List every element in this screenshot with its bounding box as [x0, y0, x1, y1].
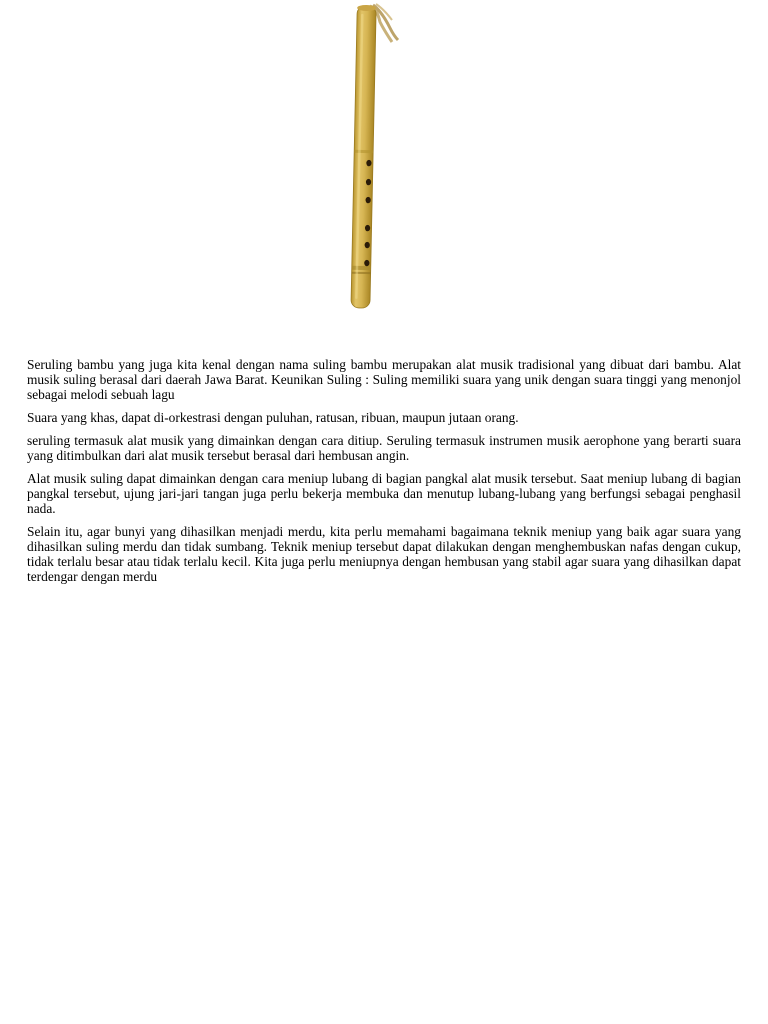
paragraph-3: seruling termasuk alat musik yang dimainkan dengan cara ditiup. Seruling termasuk instrumen musik aerophone yang berarti suara yang ditimbulkan dari alat musik tersebut berasal dari hembusan angin.: [27, 433, 741, 463]
paragraph-2: Suara yang khas, dapat di-orkestrasi dengan puluhan, ratusan, ribuan, maupun jutaan orang.: [27, 410, 519, 425]
bamboo-flute-image: [340, 0, 410, 316]
article-body: [27, 357, 741, 592]
paragraph-1: Seruling bambu yang juga kita kenal dengan nama suling bambu merupakan alat musik tradisional yang dibuat dari bambu. Alat musik suling berasal dari daerah Jawa Barat. Keunikan Suling : Suling memiliki suara yang unik dengan suara tinggi yang menonjol sebagai melodi sebuah lagu: [27, 357, 741, 402]
paragraph-5: Selain itu, agar bunyi yang dihasilkan menjadi merdu, kita perlu memahami bagaimana teknik meniup yang baik agar suara yang dihasilkan suling merdu dan tidak sumbang. Teknik meniup tersebut dapat dilakukan dengan menghembuskan nafas dengan cukup, tidak terlalu besar atau tidak terlalu kecil. Kita juga perlu meniupnya dengan hembusan yang stabil agar suara yang dihasilkan dapat terdengar dengan merdu: [27, 524, 741, 584]
paragraph-4: Alat musik suling dapat dimainkan dengan cara meniup lubang di bagian pangkal alat musik tersebut. Saat meniup lubang di bagian pangkal tersebut, ujung jari-jari tangan juga perlu bekerja membuka dan menutup lubang-lubang yang berfungsi sebagai penghasil nada.: [27, 471, 741, 516]
